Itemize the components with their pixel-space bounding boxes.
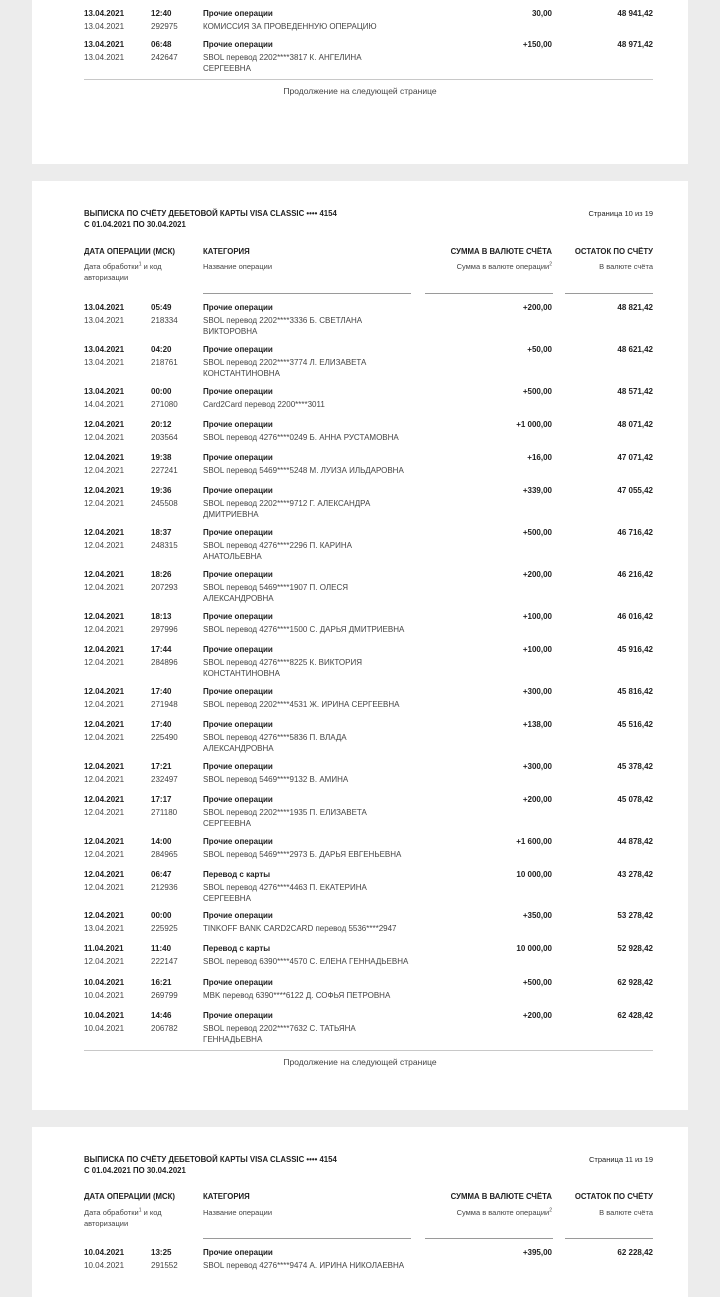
operation-date: 12.04.2021 bbox=[84, 453, 125, 462]
operation-amount: +50,00 bbox=[527, 345, 552, 354]
processing-date: 12.04.2021 bbox=[84, 466, 125, 475]
operation-amount: +16,00 bbox=[527, 453, 552, 462]
account-balance: 45 916,42 bbox=[617, 645, 653, 654]
processing-date: 12.04.2021 bbox=[84, 957, 125, 966]
operation-date: 12.04.2021 bbox=[84, 911, 125, 920]
operation-date: 12.04.2021 bbox=[84, 870, 125, 879]
operation-date: 12.04.2021 bbox=[84, 762, 125, 771]
operation-category: Прочие операции bbox=[203, 762, 273, 771]
header-divider bbox=[203, 293, 411, 294]
column-subheader-amount: Сумма в валюте операции$^2$ bbox=[456, 1207, 552, 1217]
authorization-code: 271948 bbox=[151, 700, 178, 709]
continued-note: Продолжение на следующей странице bbox=[283, 86, 437, 96]
operation-time: 17:21 bbox=[151, 762, 172, 771]
authorization-code: 271080 bbox=[151, 400, 178, 409]
operation-time: 00:00 bbox=[151, 911, 172, 920]
operation-category: Прочие операции bbox=[203, 453, 273, 462]
operation-category: Прочие операции bbox=[203, 345, 273, 354]
operation-date: 12.04.2021 bbox=[84, 570, 125, 579]
account-balance: 47 071,42 bbox=[617, 453, 653, 462]
processing-date: 13.04.2021 bbox=[84, 22, 125, 31]
authorization-code: 227241 bbox=[151, 466, 178, 475]
processing-date: 12.04.2021 bbox=[84, 433, 125, 442]
processing-date: 10.04.2021 bbox=[84, 1261, 125, 1270]
authorization-code: 242647 bbox=[151, 53, 178, 62]
operation-description: SBOL перевод 2202****9712 Г. АЛЕКСАНДРА bbox=[203, 499, 371, 508]
operation-description-cont: АЛЕКСАНДРОВНА bbox=[203, 744, 274, 753]
account-balance: 62 428,42 bbox=[617, 1011, 653, 1020]
operation-description: SBOL перевод 4276****0249 Б. АННА РУСТАМОВНА bbox=[203, 433, 399, 442]
column-subheader-amount: Сумма в валюте операции$^2$ bbox=[456, 261, 552, 271]
statement-title: ВЫПИСКА ПО СЧЁТУ ДЕБЕТОВОЙ КАРТЫ VISA CLASSIC •••• 4154 bbox=[84, 1155, 337, 1164]
processing-date: 12.04.2021 bbox=[84, 775, 125, 784]
operation-date: 12.04.2021 bbox=[84, 420, 125, 429]
operation-time: 17:40 bbox=[151, 687, 172, 696]
operation-description-cont: КОНСТАНТИНОВНА bbox=[203, 669, 280, 678]
operation-time: 17:17 bbox=[151, 795, 172, 804]
account-balance: 47 055,42 bbox=[617, 486, 653, 495]
operation-category: Прочие операции bbox=[203, 978, 273, 987]
column-subheader-category: Название операции bbox=[203, 262, 273, 271]
authorization-code: 212936 bbox=[151, 883, 178, 892]
processing-date: 12.04.2021 bbox=[84, 499, 125, 508]
statement-page-11 bbox=[32, 1127, 688, 1297]
operation-date: 12.04.2021 bbox=[84, 645, 125, 654]
header-divider bbox=[425, 1238, 553, 1239]
operation-category: Прочие операции bbox=[203, 795, 273, 804]
authorization-code: 297996 bbox=[151, 625, 178, 634]
operation-date: 13.04.2021 bbox=[84, 303, 125, 312]
authorization-code: 225490 bbox=[151, 733, 178, 742]
operation-amount: +200,00 bbox=[522, 1011, 552, 1020]
account-balance: 46 216,42 bbox=[617, 570, 653, 579]
operation-description: SBOL перевод 4276****5836 П. ВЛАДА bbox=[203, 733, 347, 742]
header-divider bbox=[425, 293, 553, 294]
operation-date: 13.04.2021 bbox=[84, 9, 125, 18]
operation-category: Прочие операции bbox=[203, 9, 273, 18]
operation-time: 14:46 bbox=[151, 1011, 172, 1020]
column-header-balance: ОСТАТОК ПО СЧЁТУ bbox=[574, 1192, 653, 1201]
operation-time: 19:36 bbox=[151, 486, 172, 495]
processing-date: 13.04.2021 bbox=[84, 924, 125, 933]
operation-description: Card2Card перевод 2200****3011 bbox=[203, 400, 325, 409]
authorization-code: 245508 bbox=[151, 499, 178, 508]
operation-amount: +100,00 bbox=[522, 612, 552, 621]
account-balance: 48 821,42 bbox=[617, 303, 653, 312]
operation-amount: +395,00 bbox=[522, 1248, 552, 1257]
operation-category: Прочие операции bbox=[203, 40, 273, 49]
operation-description: SBOL перевод 4276****2296 П. КАРИНА bbox=[203, 541, 352, 550]
processing-date: 12.04.2021 bbox=[84, 883, 125, 892]
processing-date: 13.04.2021 bbox=[84, 358, 125, 367]
operation-amount: +500,00 bbox=[522, 387, 552, 396]
table-bottom-divider bbox=[84, 1050, 653, 1051]
operation-category: Перевод с карты bbox=[203, 944, 271, 953]
account-balance: 48 941,42 bbox=[617, 9, 653, 18]
account-balance: 46 716,42 bbox=[617, 528, 653, 537]
account-balance: 48 971,42 bbox=[617, 40, 653, 49]
account-balance: 62 928,42 bbox=[617, 978, 653, 987]
statement-period: С 01.04.2021 ПО 30.04.2021 bbox=[84, 1166, 186, 1175]
operation-description-cont: АНАТОЛЬЕВНА bbox=[203, 552, 262, 561]
operation-date: 12.04.2021 bbox=[84, 795, 125, 804]
operation-description: SBOL перевод 6390****4570 С. ЕЛЕНА ГЕННАДЬЕВНА bbox=[203, 957, 409, 966]
operation-time: 19:38 bbox=[151, 453, 172, 462]
operation-amount: +100,00 bbox=[522, 645, 552, 654]
authorization-code: 225925 bbox=[151, 924, 178, 933]
operation-time: 18:37 bbox=[151, 528, 172, 537]
account-balance: 45 078,42 bbox=[617, 795, 653, 804]
operation-amount: +200,00 bbox=[522, 795, 552, 804]
processing-date: 10.04.2021 bbox=[84, 991, 125, 1000]
operation-category: Прочие операции bbox=[203, 645, 273, 654]
processing-date: 12.04.2021 bbox=[84, 625, 125, 634]
operation-description: SBOL перевод 4276****8225 К. ВИКТОРИЯ bbox=[203, 658, 363, 667]
operation-time: 12:40 bbox=[151, 9, 172, 18]
processing-date: 12.04.2021 bbox=[84, 850, 125, 859]
operation-amount: +500,00 bbox=[522, 978, 552, 987]
operation-date: 13.04.2021 bbox=[84, 40, 125, 49]
operation-category: Прочие операции bbox=[203, 486, 273, 495]
column-header-balance: ОСТАТОК ПО СЧЁТУ bbox=[574, 247, 653, 256]
operation-time: 16:21 bbox=[151, 978, 172, 987]
operation-amount: +200,00 bbox=[522, 570, 552, 579]
operation-description-cont: СЕРГЕЕВНА bbox=[203, 894, 251, 903]
operation-time: 13:25 bbox=[151, 1248, 172, 1257]
table-bottom-divider bbox=[84, 79, 653, 80]
account-balance: 52 928,42 bbox=[617, 944, 653, 953]
statement-page-10 bbox=[32, 181, 688, 1110]
account-balance: 48 621,42 bbox=[617, 345, 653, 354]
operation-category: Прочие операции bbox=[203, 528, 273, 537]
operation-description-cont: ВИКТОРОВНА bbox=[203, 327, 258, 336]
column-subheader-balance: В валюте счёта bbox=[599, 262, 653, 271]
operation-category: Прочие операции bbox=[203, 387, 273, 396]
authorization-code: 284965 bbox=[151, 850, 178, 859]
authorization-code: 292975 bbox=[151, 22, 178, 31]
operation-time: 11:40 bbox=[151, 944, 172, 953]
column-subheader-date: Дата обработки$^1$ и код авторизации bbox=[84, 1207, 162, 1228]
operation-date: 13.04.2021 bbox=[84, 345, 125, 354]
operation-amount: +300,00 bbox=[522, 687, 552, 696]
operation-category: Перевод с карты bbox=[203, 870, 271, 879]
operation-amount: 10 000,00 bbox=[516, 944, 552, 953]
authorization-code: 248315 bbox=[151, 541, 178, 550]
page-number: Страница 10 из 19 bbox=[588, 209, 653, 218]
processing-date: 13.04.2021 bbox=[84, 53, 125, 62]
operation-time: 05:49 bbox=[151, 303, 172, 312]
operation-category: Прочие операции bbox=[203, 1248, 273, 1257]
processing-date: 12.04.2021 bbox=[84, 808, 125, 817]
operation-time: 17:40 bbox=[151, 720, 172, 729]
operation-date: 12.04.2021 bbox=[84, 612, 125, 621]
operation-time: 17:44 bbox=[151, 645, 172, 654]
processing-date: 12.04.2021 bbox=[84, 700, 125, 709]
operation-description: SBOL перевод 2202****7632 С. ТАТЬЯНА bbox=[203, 1024, 356, 1033]
header-divider bbox=[565, 1238, 653, 1239]
authorization-code: 232497 bbox=[151, 775, 178, 784]
statement-page-top bbox=[32, 0, 688, 164]
operation-time: 06:48 bbox=[151, 40, 172, 49]
operation-date: 12.04.2021 bbox=[84, 486, 125, 495]
operation-amount: +150,00 bbox=[522, 40, 552, 49]
authorization-code: 207293 bbox=[151, 583, 178, 592]
continued-note: Продолжение на следующей странице bbox=[283, 1057, 437, 1067]
operation-date: 12.04.2021 bbox=[84, 837, 125, 846]
operation-description: SBOL перевод 4276****4463 П. ЕКАТЕРИНА bbox=[203, 883, 367, 892]
operation-description: SBOL перевод 4276****9474 А. ИРИНА НИКОЛАЕВНА bbox=[203, 1261, 405, 1270]
account-balance: 48 071,42 bbox=[617, 420, 653, 429]
operation-category: Прочие операции bbox=[203, 687, 273, 696]
operation-description: SBOL перевод 2202****4531 Ж. ИРИНА СЕРГЕЕВНА bbox=[203, 700, 400, 709]
operation-category: Прочие операции bbox=[203, 1011, 273, 1020]
statement-title: ВЫПИСКА ПО СЧЁТУ ДЕБЕТОВОЙ КАРТЫ VISA CLASSIC •••• 4154 bbox=[84, 209, 337, 218]
operation-description: TINKOFF BANK CARD2CARD перевод 5536****2947 bbox=[203, 924, 397, 933]
account-balance: 43 278,42 bbox=[617, 870, 653, 879]
operation-amount: +339,00 bbox=[522, 486, 552, 495]
operation-description: MBK перевод 6390****6122 Д. СОФЬЯ ПЕТРОВНА bbox=[203, 991, 391, 1000]
operation-date: 13.04.2021 bbox=[84, 387, 125, 396]
header-divider bbox=[203, 1238, 411, 1239]
operation-time: 14:00 bbox=[151, 837, 172, 846]
authorization-code: 284896 bbox=[151, 658, 178, 667]
operation-time: 06:47 bbox=[151, 870, 172, 879]
operation-description: SBOL перевод 4276****1500 С. ДАРЬЯ ДМИТРИЕВНА bbox=[203, 625, 405, 634]
column-subheader-category: Название операции bbox=[203, 1208, 273, 1217]
account-balance: 44 878,42 bbox=[617, 837, 653, 846]
operation-time: 18:13 bbox=[151, 612, 172, 621]
operation-category: Прочие операции bbox=[203, 570, 273, 579]
operation-category: Прочие операции bbox=[203, 420, 273, 429]
operation-description: SBOL перевод 5469****5248 М. ЛУИЗА ИЛЬДАРОВНА bbox=[203, 466, 404, 475]
operation-category: Прочие операции bbox=[203, 612, 273, 621]
column-header-date: ДАТА ОПЕРАЦИИ (МСК) bbox=[84, 1192, 176, 1201]
statement-period: С 01.04.2021 ПО 30.04.2021 bbox=[84, 220, 186, 229]
operation-description-cont: ГЕННАДЬЕВНА bbox=[203, 1035, 263, 1044]
operation-description: SBOL перевод 2202****3336 Б. СВЕТЛАНА bbox=[203, 316, 363, 325]
operation-description-cont: СЕРГЕЕВНА bbox=[203, 64, 251, 73]
account-balance: 62 228,42 bbox=[617, 1248, 653, 1257]
processing-date: 12.04.2021 bbox=[84, 733, 125, 742]
operation-description-cont: АЛЕКСАНДРОВНА bbox=[203, 594, 274, 603]
operation-description-cont: КОНСТАНТИНОВНА bbox=[203, 369, 280, 378]
operation-category: Прочие операции bbox=[203, 303, 273, 312]
column-header-category: КАТЕГОРИЯ bbox=[203, 1192, 250, 1201]
authorization-code: 218761 bbox=[151, 358, 178, 367]
column-header-date: ДАТА ОПЕРАЦИИ (МСК) bbox=[84, 247, 176, 256]
operation-description-cont: СЕРГЕЕВНА bbox=[203, 819, 251, 828]
operation-amount: +500,00 bbox=[522, 528, 552, 537]
authorization-code: 206782 bbox=[151, 1024, 178, 1033]
operation-date: 12.04.2021 bbox=[84, 720, 125, 729]
account-balance: 46 016,42 bbox=[617, 612, 653, 621]
operation-amount: +350,00 bbox=[522, 911, 552, 920]
processing-date: 12.04.2021 bbox=[84, 583, 125, 592]
operation-amount: +138,00 bbox=[522, 720, 552, 729]
operation-date: 12.04.2021 bbox=[84, 528, 125, 537]
operation-date: 10.04.2021 bbox=[84, 978, 125, 987]
operation-amount: +1 600,00 bbox=[516, 837, 552, 846]
operation-date: 12.04.2021 bbox=[84, 687, 125, 696]
operation-description: SBOL перевод 2202****1935 П. ЕЛИЗАВЕТА bbox=[203, 808, 367, 817]
page-number: Страница 11 из 19 bbox=[589, 1155, 653, 1164]
account-balance: 45 378,42 bbox=[617, 762, 653, 771]
account-balance: 53 278,42 bbox=[617, 911, 653, 920]
column-subheader-date: Дата обработки$^1$ и код авторизации bbox=[84, 261, 162, 282]
operation-amount: 30,00 bbox=[531, 9, 552, 18]
column-header-category: КАТЕГОРИЯ bbox=[203, 247, 250, 256]
operation-description: SBOL перевод 5469****2973 Б. ДАРЬЯ ЕВГЕНЬЕВНА bbox=[203, 850, 402, 859]
operation-category: Прочие операции bbox=[203, 720, 273, 729]
operation-category: Прочие операции bbox=[203, 911, 273, 920]
authorization-code: 291552 bbox=[151, 1261, 178, 1270]
processing-date: 12.04.2021 bbox=[84, 658, 125, 667]
operation-date: 10.04.2021 bbox=[84, 1011, 125, 1020]
operation-amount: +1 000,00 bbox=[516, 420, 552, 429]
processing-date: 12.04.2021 bbox=[84, 541, 125, 550]
operation-date: 11.04.2021 bbox=[84, 944, 124, 953]
operation-description: КОМИССИЯ ЗА ПРОВЕДЕННУЮ ОПЕРАЦИЮ bbox=[203, 22, 377, 31]
operation-amount: +200,00 bbox=[522, 303, 552, 312]
operation-time: 18:26 bbox=[151, 570, 172, 579]
column-header-amount: СУММА В ВАЛЮТЕ СЧЁТА bbox=[450, 1192, 552, 1201]
header-divider bbox=[565, 293, 653, 294]
processing-date: 10.04.2021 bbox=[84, 1024, 125, 1033]
operation-description: SBOL перевод 5469****1907 П. ОЛЕСЯ bbox=[203, 583, 349, 592]
operation-description-cont: ДМИТРИЕВНА bbox=[203, 510, 259, 519]
authorization-code: 271180 bbox=[151, 808, 178, 817]
operation-amount: 10 000,00 bbox=[516, 870, 552, 879]
column-subheader-balance: В валюте счёта bbox=[599, 1208, 653, 1217]
authorization-code: 203564 bbox=[151, 433, 178, 442]
operation-description: SBOL перевод 5469****9132 В. АМИНА bbox=[203, 775, 349, 784]
operation-description: SBOL перевод 2202****3817 К. АНГЕЛИНА bbox=[203, 53, 362, 62]
column-header-amount: СУММА В ВАЛЮТЕ СЧЁТА bbox=[450, 247, 552, 256]
operation-date: 10.04.2021 bbox=[84, 1248, 125, 1257]
account-balance: 48 571,42 bbox=[617, 387, 653, 396]
operation-description: SBOL перевод 2202****3774 Л. ЕЛИЗАВЕТА bbox=[203, 358, 367, 367]
operation-category: Прочие операции bbox=[203, 837, 273, 846]
authorization-code: 269799 bbox=[151, 991, 178, 1000]
processing-date: 13.04.2021 bbox=[84, 316, 125, 325]
account-balance: 45 516,42 bbox=[617, 720, 653, 729]
operation-time: 00:00 bbox=[151, 387, 172, 396]
account-balance: 45 816,42 bbox=[617, 687, 653, 696]
operation-time: 04:20 bbox=[151, 345, 172, 354]
operation-time: 20:12 bbox=[151, 420, 172, 429]
authorization-code: 218334 bbox=[151, 316, 178, 325]
operation-amount: +300,00 bbox=[522, 762, 552, 771]
processing-date: 14.04.2021 bbox=[84, 400, 125, 409]
authorization-code: 222147 bbox=[151, 957, 178, 966]
